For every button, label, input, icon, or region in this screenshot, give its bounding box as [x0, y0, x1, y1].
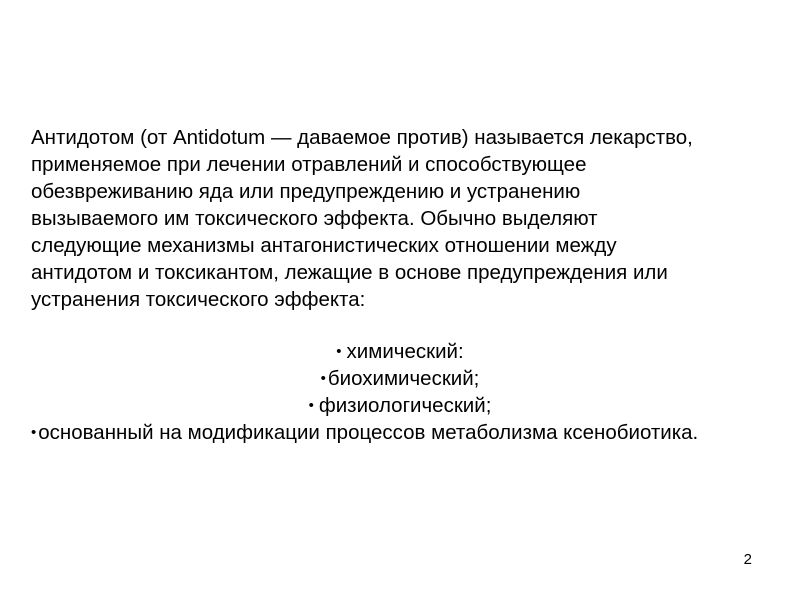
paragraph-line: следующие механизмы антагонистических отношении между — [31, 234, 617, 257]
bullet-label: физиологический; — [318, 394, 492, 417]
bullet-item-physiological — [0, 392, 800, 419]
bullet-icon: • — [308, 397, 314, 414]
bullet-list — [0, 338, 800, 446]
paragraph-line: применяемое при лечении отравлений и способствующее — [31, 153, 587, 176]
bullet-icon: • — [31, 424, 37, 441]
paragraph-line: вызываемого им токсического эффекта. Обычно выделяют — [31, 207, 598, 230]
bullet-item-chemical — [0, 338, 800, 365]
paragraph-line: Антидотом (от Antidotum — даваемое против) называется лекарство, — [31, 126, 693, 149]
bullet-item-biochemical — [0, 365, 800, 392]
paragraph-line: обезвреживанию яда или предупреждению и устранению — [31, 180, 581, 203]
paragraph-line: антидотом и токсикантом, лежащие в основе предупреждения или — [31, 261, 668, 284]
bullet-icon: • — [336, 343, 342, 360]
bullet-label: основанный на модификации процессов метаболизма ксенобиотика. — [38, 421, 699, 444]
body-paragraph — [31, 124, 776, 313]
bullet-label: биохимический; — [327, 367, 480, 390]
bullet-icon: • — [320, 370, 326, 387]
paragraph-line: устранения токсического эффекта: — [31, 288, 366, 311]
bullet-item-metabolic — [0, 419, 800, 446]
page-number: 2 — [743, 551, 752, 568]
bullet-label: химический: — [346, 340, 464, 363]
